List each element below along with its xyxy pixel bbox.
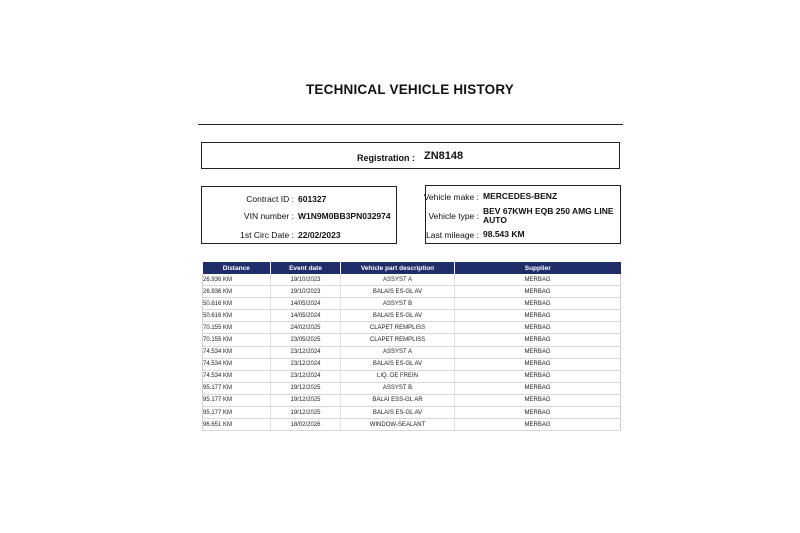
cell-supplier: MERBAG: [455, 274, 621, 286]
cell-event-date: 23/12/2024: [271, 370, 341, 382]
cell-distance: 26.936 KM: [203, 274, 271, 286]
cell-distance: 70.155 KM: [203, 322, 271, 334]
table-row: [203, 298, 621, 310]
cell-part: LIQ. DE FREIN: [341, 370, 455, 382]
vehicle-history-table: [202, 262, 621, 431]
header-event-date: Event date: [271, 262, 341, 274]
cell-part: BALAIS ES-GL AV: [341, 310, 455, 322]
cell-supplier: MERBAG: [455, 286, 621, 298]
vehicle-type-value-line1: BEV 67KWH EQB 250 AMG LINE: [483, 206, 614, 216]
cell-part: BALAIS ES-GL AV: [341, 286, 455, 298]
vehicle-type-value-line2: AUTO: [483, 215, 507, 225]
cell-event-date: 19/10/2023: [271, 286, 341, 298]
table-row: [203, 407, 621, 419]
cell-distance: 74.534 KM: [203, 370, 271, 382]
cell-event-date: 19/12/2025: [271, 394, 341, 406]
cell-part: BALAIS ES-GL AV: [341, 358, 455, 370]
table-row: [203, 334, 621, 346]
cell-event-date: 19/12/2025: [271, 382, 341, 394]
header-distance: Distance: [203, 262, 271, 274]
cell-part: WINDOW-SEALANT: [341, 419, 455, 431]
cell-event-date: 14/05/2024: [271, 298, 341, 310]
cell-part: ASSYST B: [341, 382, 455, 394]
cell-distance: 96.651 KM: [203, 419, 271, 431]
cell-part: CLAPET REMPLISS: [341, 334, 455, 346]
cell-event-date: 23/05/2025: [271, 334, 341, 346]
vehicle-make-value: MERCEDES-BENZ: [483, 191, 558, 201]
cell-supplier: MERBAG: [455, 419, 621, 431]
table-row: [203, 358, 621, 370]
table-row: [203, 322, 621, 334]
cell-supplier: MERBAG: [455, 394, 621, 406]
cell-supplier: MERBAG: [455, 310, 621, 322]
cell-event-date: 24/02/2025: [271, 322, 341, 334]
cell-part: ASSYST B: [341, 298, 455, 310]
cell-supplier: MERBAG: [455, 346, 621, 358]
cell-distance: 74.534 KM: [203, 358, 271, 370]
contract-id-value: 601327: [298, 194, 327, 204]
cell-distance: 95.177 KM: [203, 407, 271, 419]
header-part-description: Vehicle part description: [341, 262, 455, 274]
cell-event-date: 19/12/2025: [271, 407, 341, 419]
table-row: [203, 419, 621, 431]
table-header-row: [203, 262, 621, 274]
cell-event-date: 23/12/2024: [271, 346, 341, 358]
cell-part: ASSYST A: [341, 274, 455, 286]
cell-event-date: 14/05/2024: [271, 310, 341, 322]
table-row: [203, 370, 621, 382]
table-row: [203, 382, 621, 394]
vin-value: W1N9M0BB3PN032974: [298, 211, 391, 221]
first-circ-label: 1st Circ Date :: [240, 230, 294, 240]
table-row: [203, 310, 621, 322]
vehicle-make-label: Vehicle make :: [423, 192, 479, 202]
cell-part: ASSYST A: [341, 346, 455, 358]
cell-distance: 74.534 KM: [203, 346, 271, 358]
document-title: TECHNICAL VEHICLE HISTORY: [305, 82, 515, 97]
cell-distance: 95.177 KM: [203, 382, 271, 394]
table-row: [203, 394, 621, 406]
first-circ-value: 22/02/2023: [298, 230, 341, 240]
cell-part: BALAIS ES-GL AV: [341, 407, 455, 419]
vehicle-type-label: Vehicle type :: [428, 211, 479, 221]
cell-distance: 26.936 KM: [203, 286, 271, 298]
cell-distance: 50.616 KM: [203, 298, 271, 310]
registration-value: ZN8148: [424, 150, 464, 162]
cell-part: BALAI ESS-GL AR: [341, 394, 455, 406]
registration-label: Registration :: [357, 153, 416, 163]
cell-part: CLAPET REMPLISS: [341, 322, 455, 334]
cell-supplier: MERBAG: [455, 407, 621, 419]
cell-supplier: MERBAG: [455, 370, 621, 382]
cell-supplier: MERBAG: [455, 322, 621, 334]
cell-event-date: 18/02/2026: [271, 419, 341, 431]
table-row: [203, 346, 621, 358]
cell-distance: 50.616 KM: [203, 310, 271, 322]
cell-supplier: MERBAG: [455, 382, 621, 394]
title-divider: [198, 124, 623, 125]
cell-distance: 95.177 KM: [203, 394, 271, 406]
contract-id-label: Contract ID :: [246, 194, 294, 204]
last-mileage-value: 98.543 KM: [483, 229, 525, 239]
table-row: [203, 274, 621, 286]
cell-event-date: 23/12/2024: [271, 358, 341, 370]
vin-label: VIN number :: [243, 211, 294, 221]
cell-supplier: MERBAG: [455, 298, 621, 310]
cell-supplier: MERBAG: [455, 358, 621, 370]
table-row: [203, 286, 621, 298]
cell-event-date: 19/10/2023: [271, 274, 341, 286]
last-mileage-label: Last mileage :: [426, 230, 479, 240]
cell-supplier: MERBAG: [455, 334, 621, 346]
cell-distance: 70.155 KM: [203, 334, 271, 346]
header-supplier: Supplier: [455, 262, 621, 274]
